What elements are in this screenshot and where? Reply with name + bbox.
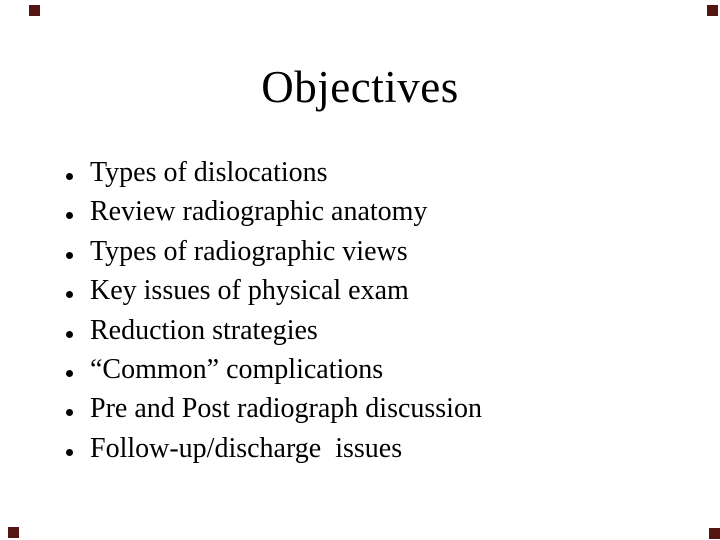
slide-title: Objectives <box>261 62 459 112</box>
bullet-item: Follow-up/discharge issues <box>66 429 626 468</box>
bullet-list <box>66 153 626 468</box>
bullet-item: Types of radiographic views <box>66 232 626 271</box>
bullet-item: “Common” complications <box>66 350 626 389</box>
bullet-item: Pre and Post radiograph discussion <box>66 389 626 428</box>
bullet-item: Review radiographic anatomy <box>66 192 626 231</box>
bullet-item: Reduction strategies <box>66 311 626 350</box>
bullet-item: Key issues of physical exam <box>66 271 626 310</box>
corner-marker-top-right <box>707 5 718 16</box>
bullet-item: Types of dislocations <box>66 153 626 192</box>
corner-marker-bottom-left <box>8 527 19 538</box>
corner-marker-top-left <box>29 5 40 16</box>
corner-marker-bottom-right <box>709 528 720 539</box>
